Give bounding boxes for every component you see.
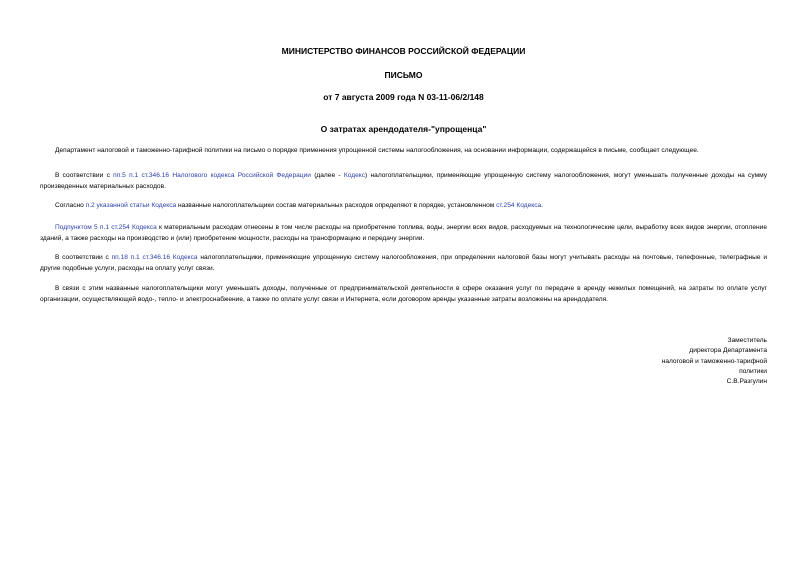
signature-line-2: директора Департамента xyxy=(689,347,767,355)
paragraph-6-text: В связи с этим названные налогоплательщики могут уменьшать доходы, полученные от предпринимательской деятельности в сфере оказания услуг по передаче в аренду нежилых помещений, на затраты по оплате услуг организации, осуществляющей водо-, тепло- и электроснабжение, а также по оплате услуг связи и Интернета, если договором аренды указанные затраты возложены на арендодателя. xyxy=(40,285,767,303)
paragraph-5 xyxy=(40,253,767,274)
signature-line-4: политики xyxy=(739,367,767,375)
paragraph-3-text-b: названные налогоплательщики состав материальных расходов определяют в порядке, установленном xyxy=(176,202,497,209)
paragraph-1 xyxy=(40,146,767,157)
document-subject-heading: О затратах арендодателя-"упрощенца" xyxy=(320,124,487,134)
paragraph-3-text-a: Согласно xyxy=(55,202,86,209)
signature-line-1: Заместитель xyxy=(727,337,767,344)
signature-line-3: налоговой и таможенно-тарифной xyxy=(661,357,767,365)
link-p2-article[interactable]: п.2 указанной статьи Кодекса xyxy=(85,202,177,209)
link-pp5-article-346-16[interactable]: пп.5 п.1 ст.346.16 Налогового кодекса Российской Федерации xyxy=(113,172,311,179)
paragraph-5-text-b: налогоплательщики, применяющие упрощенную систему налогообложения, при определении налоговой базы могут учитывать расходы на почтовые, телефонные, телеграфные и другие подобные услуги, расходы на оплату услуг связи. xyxy=(40,254,767,272)
paragraph-2-text-a: В соответствии с xyxy=(55,172,114,179)
paragraph-1-text: Департамент налоговой и таможенно-тарифной политики на письмо о порядке применения упрощенной системы налогообложения, на основании информации, содержащейся в письме, сообщает следующее. xyxy=(55,147,699,154)
link-pp18-article-346-16[interactable]: пп.18 п.1 ст.346.16 Кодекса xyxy=(111,254,198,261)
signature-name: С.В.Разгулин xyxy=(726,378,767,386)
link-pp5-article-254[interactable]: Подпунктом 5 п.1 ст.254 Кодекса xyxy=(55,224,157,231)
paragraph-2-text-c: ) налогоплательщики, применяющие упрощенную систему налогообложения, могут уменьшать полученные доходы на сумму произведенных материальных расходов. xyxy=(40,172,768,190)
paragraph-4 xyxy=(40,223,767,244)
paragraph-6 xyxy=(40,284,767,305)
document-type-heading: ПИСЬМО xyxy=(384,70,423,80)
paragraph-4-text: к материальным расходам отнесены в том числе расходы на приобретение топлива, воды, энергии всех видов, расходуемых на технологические цели, выработку всех видов энергии, отопление зданий, а также расходы на производство и (или) приобретение мощности, расходы на трансформацию и передачу энергии. xyxy=(40,224,767,242)
paragraph-5-text-a: В соответствии с xyxy=(55,254,112,261)
link-article-254[interactable]: ст.254 Кодекса xyxy=(496,202,542,209)
paragraph-2-text-b: (далее - xyxy=(310,172,344,179)
link-kodeks[interactable]: Кодекс xyxy=(343,172,366,179)
paragraph-3 xyxy=(40,201,767,212)
ministry-heading: МИНИСТЕРСТВО ФИНАНСОВ РОССИЙСКОЙ ФЕДЕРАЦИИ xyxy=(281,46,526,56)
paragraph-3-text-c: . xyxy=(541,202,544,209)
signature-block xyxy=(662,336,767,387)
paragraph-2 xyxy=(40,171,767,192)
document-date-heading: от 7 августа 2009 года N 03-11-06/2/148 xyxy=(323,92,484,102)
